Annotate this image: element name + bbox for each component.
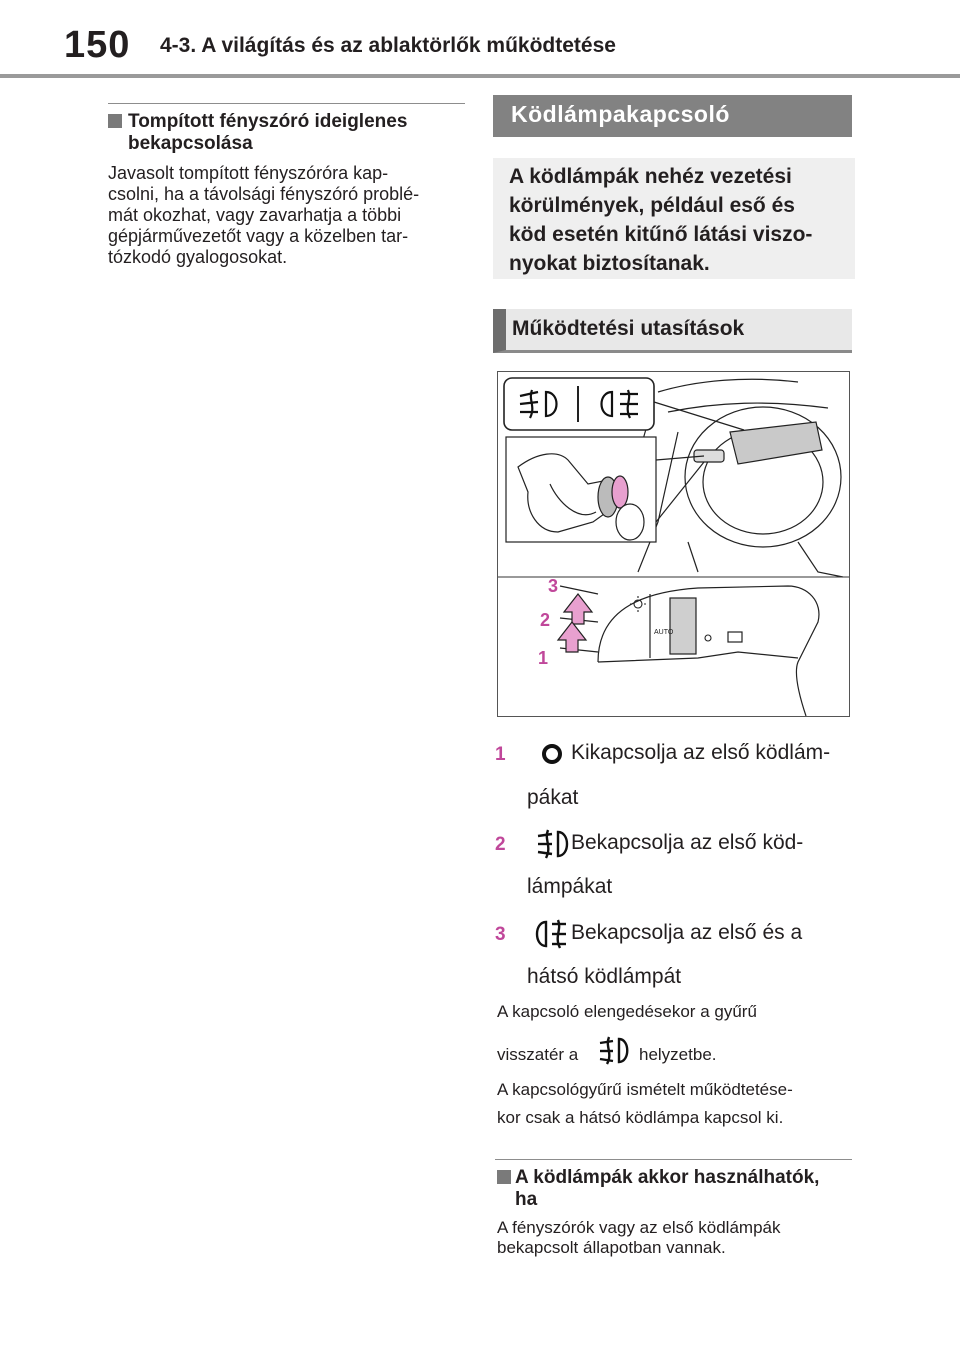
section-title-line: A ködlámpák akkor használhatók, xyxy=(515,1167,820,1188)
section-divider xyxy=(495,1159,852,1160)
operation-heading: Működtetési utasítások xyxy=(493,309,852,353)
section-body xyxy=(108,163,419,268)
section-title-line: ha xyxy=(515,1189,538,1210)
off-position-icon xyxy=(705,635,711,641)
body-line: Javasolt tompított fényszóróra kap- xyxy=(108,163,389,183)
arrow-up-icon xyxy=(564,594,592,624)
note-line: helyzetbe. xyxy=(639,1045,717,1064)
section-title-bar: Ködlámpakapcsoló xyxy=(493,95,852,137)
item-text: hátsó ködlámpát xyxy=(527,965,682,988)
front-fog-icon xyxy=(598,1036,630,1071)
illustration-svg xyxy=(498,372,849,716)
rear-fog-icon xyxy=(532,918,568,955)
note-line: visszatér a xyxy=(497,1045,579,1064)
body-line: gépjárművezetőt vagy a közelben tar- xyxy=(108,226,409,246)
header-divider xyxy=(0,74,960,78)
body-line: csolni, ha a távolsági fényszóró problé- xyxy=(108,184,420,204)
page-number: 150 xyxy=(64,24,131,66)
item-number: 3 xyxy=(495,924,506,945)
callout-number: 1 xyxy=(538,648,549,668)
body-line: bekapcsolt állapotban vannak. xyxy=(497,1238,726,1257)
chapter-title: 4-3. A világítás és az ablaktörlők működtetése xyxy=(160,34,616,57)
item-text: lámpákat xyxy=(527,875,613,898)
item-number: 2 xyxy=(495,834,506,855)
front-fog-icon xyxy=(536,828,570,865)
item-text: Bekapcsolja az első és a xyxy=(571,921,803,944)
body-line: mát okozhat, vagy zavarhatja a többi xyxy=(108,205,402,225)
item-text: Kikapcsolja az első ködlám- xyxy=(571,741,831,764)
section-title-line: bekapcsolása xyxy=(128,133,253,154)
note-line: A kapcsológyűrű ismételt működtetése- xyxy=(497,1080,793,1099)
section-title-line: Tompított fényszóró ideiglenes xyxy=(128,111,408,132)
intro-box xyxy=(493,158,855,279)
item-number: 1 xyxy=(495,744,506,765)
body-line: A fényszórók vagy az első ködlámpák xyxy=(497,1218,781,1237)
auto-label: AUTO xyxy=(654,629,674,636)
section-title xyxy=(128,111,407,155)
callout-number: 2 xyxy=(540,610,551,630)
intro-line: körülmények, például eső és xyxy=(509,194,795,217)
intro-line: nyokat biztosítanak. xyxy=(509,252,710,275)
square-bullet-icon xyxy=(108,114,122,128)
note-line: A kapcsoló elengedésekor a gyűrű xyxy=(497,1002,757,1021)
fog-off-icon xyxy=(540,742,564,771)
arrow-up-icon xyxy=(558,622,586,652)
note-line: kor csak a hátsó ködlámpa kapcsol ki. xyxy=(497,1108,784,1127)
callout-number: 3 xyxy=(548,576,559,596)
section-title xyxy=(515,1167,819,1211)
body-line: tózkodó gyalogosokat. xyxy=(108,247,288,267)
item-text: Bekapcsolja az első köd- xyxy=(571,831,804,854)
fog-switch-illustration xyxy=(497,371,850,717)
section-body xyxy=(497,1218,780,1258)
item-text: pákat xyxy=(527,786,579,809)
intro-line: A ködlámpák nehéz vezetési xyxy=(509,165,792,188)
square-bullet-icon xyxy=(497,1170,511,1184)
intro-line: köd esetén kitűnő látási viszo- xyxy=(509,223,813,246)
section-divider xyxy=(108,103,465,104)
